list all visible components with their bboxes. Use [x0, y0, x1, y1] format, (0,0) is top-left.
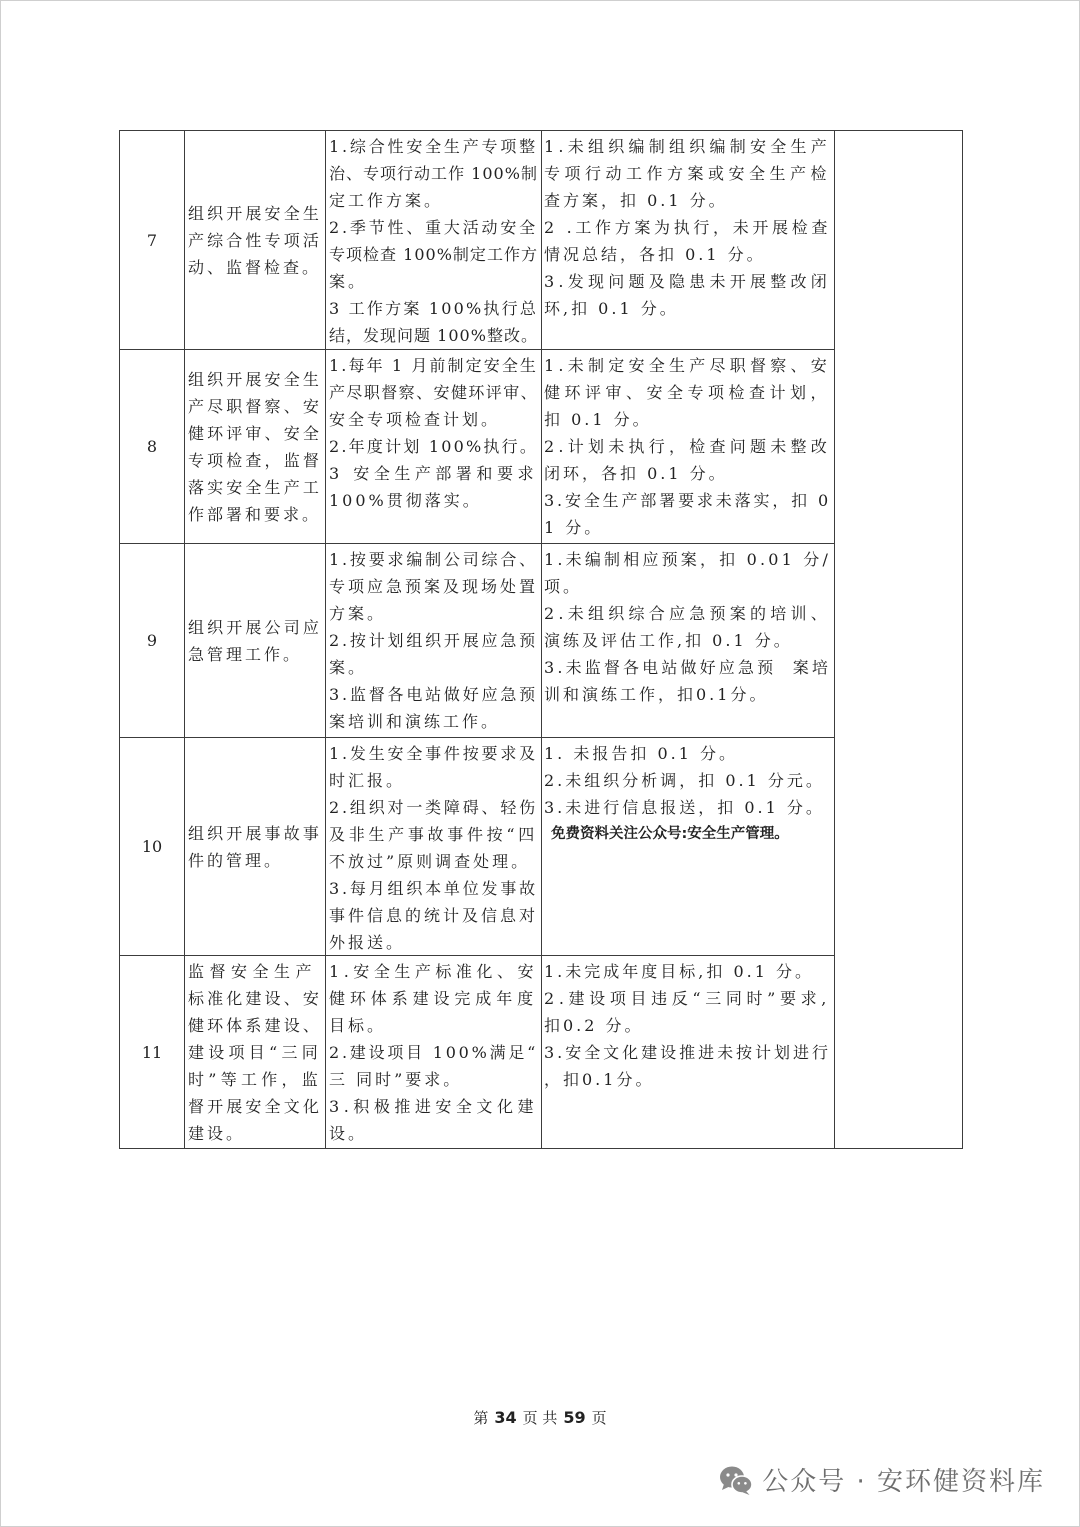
text-line — [188, 393, 323, 420]
item-number: 8 — [146, 437, 158, 456]
text-line — [188, 1039, 323, 1066]
text-line — [188, 958, 323, 985]
text-line-content: 查方案，扣 0.1 分。 — [544, 191, 728, 210]
text-line-content: 训和演练工作，扣0.1分。 — [544, 685, 769, 704]
text-line — [329, 187, 539, 214]
text-line-content: 1.每年 1 月前制定安全生 — [329, 356, 539, 375]
text-line-content: 健环评审、安全 — [188, 423, 322, 443]
text-line-content: 1. 未报告扣 0.1 分。 — [544, 744, 738, 763]
text-line-content: 督开展安全文化 — [188, 1096, 322, 1116]
text-line — [544, 546, 832, 573]
text-line-content: 项。 — [544, 577, 583, 596]
text-line-content: 2 .工作方案为执行，未开展检查 — [544, 218, 832, 237]
footer-suffix: 页 — [591, 1409, 607, 1427]
text-line-content: 专项应急预案及现场处置 — [329, 577, 539, 596]
text-line — [329, 406, 539, 433]
text-line-content: 结，发现问题 100%整改。 — [329, 326, 538, 345]
text-line-content: 设。 — [329, 1124, 368, 1143]
deduction-cell — [542, 956, 835, 1149]
text-line — [544, 985, 832, 1012]
text-line — [544, 460, 832, 487]
text-line — [188, 820, 323, 847]
text-line-content: 2.未组织分析调，扣 0.1 分元。 — [544, 771, 825, 790]
text-line-content: 不放过”原则调查处理。 — [329, 852, 531, 871]
text-line — [329, 460, 539, 487]
text-line-content: 健环体系建设、 — [188, 1015, 322, 1035]
text-line — [544, 352, 832, 379]
text-line — [188, 474, 323, 501]
text-line — [329, 1039, 539, 1066]
text-line — [329, 600, 539, 627]
text-line — [188, 641, 323, 668]
text-line — [188, 420, 323, 447]
text-line-content: 1.未完成年度目标,扣 0.1 分。 — [544, 962, 814, 981]
text-line — [188, 1120, 323, 1147]
text-line-content: 1.未制定安全生产尽职督察、安 — [544, 356, 832, 375]
text-line-content: 3.安全文化建设推进未按计划进行 — [544, 1043, 831, 1062]
text-line-content: 案。 — [329, 272, 368, 291]
text-line-content: 动、监督检查。 — [188, 257, 322, 277]
text-line — [329, 433, 539, 460]
text-line — [544, 654, 832, 681]
remarks-cell — [835, 131, 963, 1149]
text-line-content: 3.每月组织本单位发事故 — [329, 879, 538, 898]
text-line-content: 产综合性专项活 — [188, 230, 322, 250]
text-line-content: 3 安全生产部署和要求 — [329, 464, 538, 483]
page-footer — [1, 1406, 1079, 1430]
text-line — [188, 985, 323, 1012]
work-item-cell — [185, 956, 326, 1149]
text-line-content: 2.未组织综合应急预案的培训、 — [544, 604, 832, 623]
text-line-content: 1.发生安全事件按要求及 — [329, 744, 538, 763]
text-line — [544, 600, 832, 627]
deduction-cell — [542, 131, 835, 350]
text-line — [188, 614, 323, 641]
text-line-content: 3.发现问题及隐患未开展整改闭 — [544, 272, 832, 291]
item-number-cell — [120, 131, 185, 350]
text-line — [329, 268, 539, 295]
text-line — [544, 433, 832, 460]
text-line-content: 作部署和要求。 — [188, 504, 322, 524]
text-line-content: 及非生产事故事件按“四 — [329, 825, 538, 844]
text-line — [329, 627, 539, 654]
promo-note: 免费资料关注公众号:安全生产管理。 — [551, 826, 789, 842]
text-line — [544, 487, 832, 514]
text-line-content: 产尽职督察、安 — [188, 396, 322, 416]
work-item-cell — [185, 131, 326, 350]
text-line-content: 2.建设项目 100%满足“ — [329, 1043, 539, 1062]
text-line — [329, 708, 539, 735]
text-line-content: 3.安全生产部署要求未落实，扣 0 — [544, 491, 831, 510]
text-line — [544, 295, 832, 322]
item-number: 10 — [141, 837, 163, 856]
text-line-content: 专项检查，监督 — [188, 450, 322, 470]
item-number: 11 — [141, 1042, 163, 1062]
text-line — [544, 514, 832, 541]
text-line — [329, 1066, 539, 1093]
text-line-content: 1.综合性安全生产专项整 — [329, 137, 538, 156]
deduction-cell — [542, 544, 835, 738]
text-line-content: 1 分。 — [544, 518, 604, 537]
text-line-content: 组织开展安全生 — [188, 369, 322, 389]
text-line-content: 时”等工作，监 — [188, 1069, 322, 1089]
total-pages-number: 59 — [563, 1408, 586, 1427]
text-line — [188, 1093, 323, 1120]
text-line — [329, 133, 539, 160]
watermark — [719, 1464, 1045, 1500]
text-line-content: 建设。 — [188, 1123, 246, 1143]
text-line — [329, 546, 539, 573]
text-line — [544, 1012, 832, 1039]
text-line — [544, 379, 832, 406]
text-line-content: 案。 — [329, 658, 368, 677]
requirement-cell — [326, 956, 542, 1149]
text-line-content: ，扣0.1分。 — [544, 1070, 655, 1089]
text-line-content: 监督安全生产 — [188, 961, 318, 981]
text-line — [544, 1039, 832, 1066]
text-line-content: 2.计划未执行，检查问题未整改 — [544, 437, 832, 456]
text-line — [188, 1012, 323, 1039]
text-line — [329, 929, 539, 956]
text-line-content: 专项行动工作方案或安全生产检 — [544, 164, 832, 183]
text-line — [544, 1066, 832, 1093]
deduction-cell — [542, 738, 835, 956]
text-line — [329, 1093, 539, 1120]
text-line-content: 定工作方案。 — [329, 191, 444, 210]
text-line — [329, 352, 539, 379]
work-item-cell — [185, 738, 326, 956]
requirement-cell — [326, 544, 542, 738]
text-line — [544, 740, 832, 767]
text-line — [544, 627, 832, 654]
footer-middle: 页 共 — [522, 1409, 558, 1427]
text-line-content: 落实安全生产工 — [188, 477, 322, 497]
item-number-cell — [120, 738, 185, 956]
text-line-content: 扣0.2 分。 — [544, 1016, 644, 1035]
text-line — [329, 740, 539, 767]
text-line-content: 情况总结，各扣 0.1 分。 — [544, 245, 766, 264]
text-line — [544, 133, 832, 160]
text-line — [329, 214, 539, 241]
text-line — [329, 958, 539, 985]
text-line — [329, 681, 539, 708]
text-line-content: 2.建设项目违反“三同时”要求, — [544, 989, 831, 1008]
text-line-content: 建设项目“三同 — [188, 1042, 322, 1062]
text-line-content: 3.监督各电站做好应急预 — [329, 685, 538, 704]
text-line — [329, 487, 539, 514]
text-line-content: 件的管理。 — [188, 850, 284, 870]
deduction-cell — [542, 350, 835, 544]
text-line — [188, 200, 323, 227]
text-line — [329, 654, 539, 681]
text-line-content: 标准化建设、安 — [188, 988, 322, 1008]
current-page-number: 34 — [494, 1408, 517, 1427]
text-line-content: 健环评审、安全专项检查计划， — [544, 383, 832, 402]
item-number-cell — [120, 544, 185, 738]
footer-prefix: 第 — [473, 1409, 489, 1427]
text-line-content: 2.年度计划 100%执行。 — [329, 437, 539, 456]
text-line-content: 组织开展事故事 — [188, 823, 322, 843]
text-line-content: 事件信息的统计及信息对 — [329, 906, 539, 925]
work-item-cell — [185, 544, 326, 738]
item-number-cell — [120, 350, 185, 544]
text-line-content: 时汇报。 — [329, 771, 406, 790]
text-line-content: 安全专项检查计划。 — [329, 410, 501, 429]
text-line — [544, 268, 832, 295]
text-line — [544, 187, 832, 214]
text-line — [329, 1120, 539, 1147]
text-line — [544, 573, 832, 600]
item-number: 7 — [146, 230, 158, 250]
text-line-content: 100%贯彻落实。 — [329, 491, 482, 510]
text-line — [329, 985, 539, 1012]
text-line-content: 外报送。 — [329, 933, 406, 952]
assessment-table — [119, 130, 963, 1149]
text-line — [329, 848, 539, 875]
text-line — [329, 322, 539, 349]
text-line-content: 专项检查 100%制定工作方 — [329, 245, 538, 264]
text-line — [329, 875, 539, 902]
text-line — [188, 447, 323, 474]
item-number: 9 — [146, 631, 158, 650]
text-line — [544, 794, 832, 821]
text-line — [188, 847, 323, 874]
requirement-cell — [326, 738, 542, 956]
text-line-content: 组织开展公司应 — [188, 617, 322, 637]
text-line — [544, 160, 832, 187]
text-line — [329, 902, 539, 929]
text-line-content: 急管理工作。 — [188, 644, 303, 664]
text-line-content: 3.积极推进安全文化建 — [329, 1097, 538, 1116]
text-line — [329, 573, 539, 600]
text-line — [329, 160, 539, 187]
text-line-content: 案培训和演练工作。 — [329, 712, 501, 731]
text-line-content: 2.季节性、重大活动安全 — [329, 218, 538, 237]
text-line-content: 环,扣 0.1 分。 — [544, 299, 679, 318]
text-line-content: 治、专项行动工作 100%制 — [329, 164, 538, 183]
text-line-content: 方案。 — [329, 604, 387, 623]
text-line-content: 2.按计划组织开展应急预 — [329, 631, 538, 650]
text-line-content: 1.未编制相应预案，扣 0.01 分/ — [544, 550, 832, 569]
text-line — [544, 241, 832, 268]
item-number-cell — [120, 956, 185, 1149]
text-line-content: 1.安全生产标准化、安 — [329, 962, 538, 981]
text-line — [329, 241, 539, 268]
text-line-content: 1.按要求编制公司综合、 — [329, 550, 538, 569]
text-line-content: 扣 0.1 分。 — [544, 410, 652, 429]
text-line-content: 1.未组织编制组织编制安全生产 — [544, 137, 832, 156]
text-line-content: 2.组织对一类障碍、轻伤 — [329, 798, 538, 817]
text-line — [329, 295, 539, 322]
text-line — [188, 1066, 323, 1093]
text-line — [544, 767, 832, 794]
watermark-text: 公众号 · 安环健资料库 — [762, 1467, 1045, 1497]
text-line — [329, 1012, 539, 1039]
text-line — [544, 406, 832, 433]
text-line — [329, 794, 539, 821]
wechat-icon — [719, 1465, 753, 1500]
text-line-content: 健环体系建设完成年度 — [329, 989, 539, 1008]
text-line — [544, 958, 832, 985]
text-line-content: 产尽职督察、安健环评审、 — [329, 383, 539, 402]
text-line — [329, 767, 539, 794]
text-line — [188, 501, 323, 528]
requirement-cell — [326, 350, 542, 544]
requirement-cell — [326, 131, 542, 350]
text-line-content: 闭环，各扣 0.1 分。 — [544, 464, 728, 483]
text-line-content: 3.未监督各电站做好应急预 案培 — [544, 658, 831, 677]
text-line-content: 目标。 — [329, 1016, 387, 1035]
text-line — [329, 821, 539, 848]
text-line-content: 演练及评估工作,扣 0.1 分。 — [544, 631, 793, 650]
text-line-content: 组织开展安全生 — [188, 203, 322, 223]
text-line — [188, 254, 323, 281]
text-line — [188, 366, 323, 393]
text-line-content: 3.未进行信息报送，扣 0.1 分。 — [544, 798, 825, 817]
text-line — [544, 681, 832, 708]
work-item-cell — [185, 350, 326, 544]
text-line — [188, 227, 323, 254]
text-line — [329, 379, 539, 406]
text-line-content: 3 工作方案 100%执行总 — [329, 299, 539, 318]
text-line — [544, 214, 832, 241]
text-line-content: 三 同时”要求。 — [329, 1070, 463, 1089]
